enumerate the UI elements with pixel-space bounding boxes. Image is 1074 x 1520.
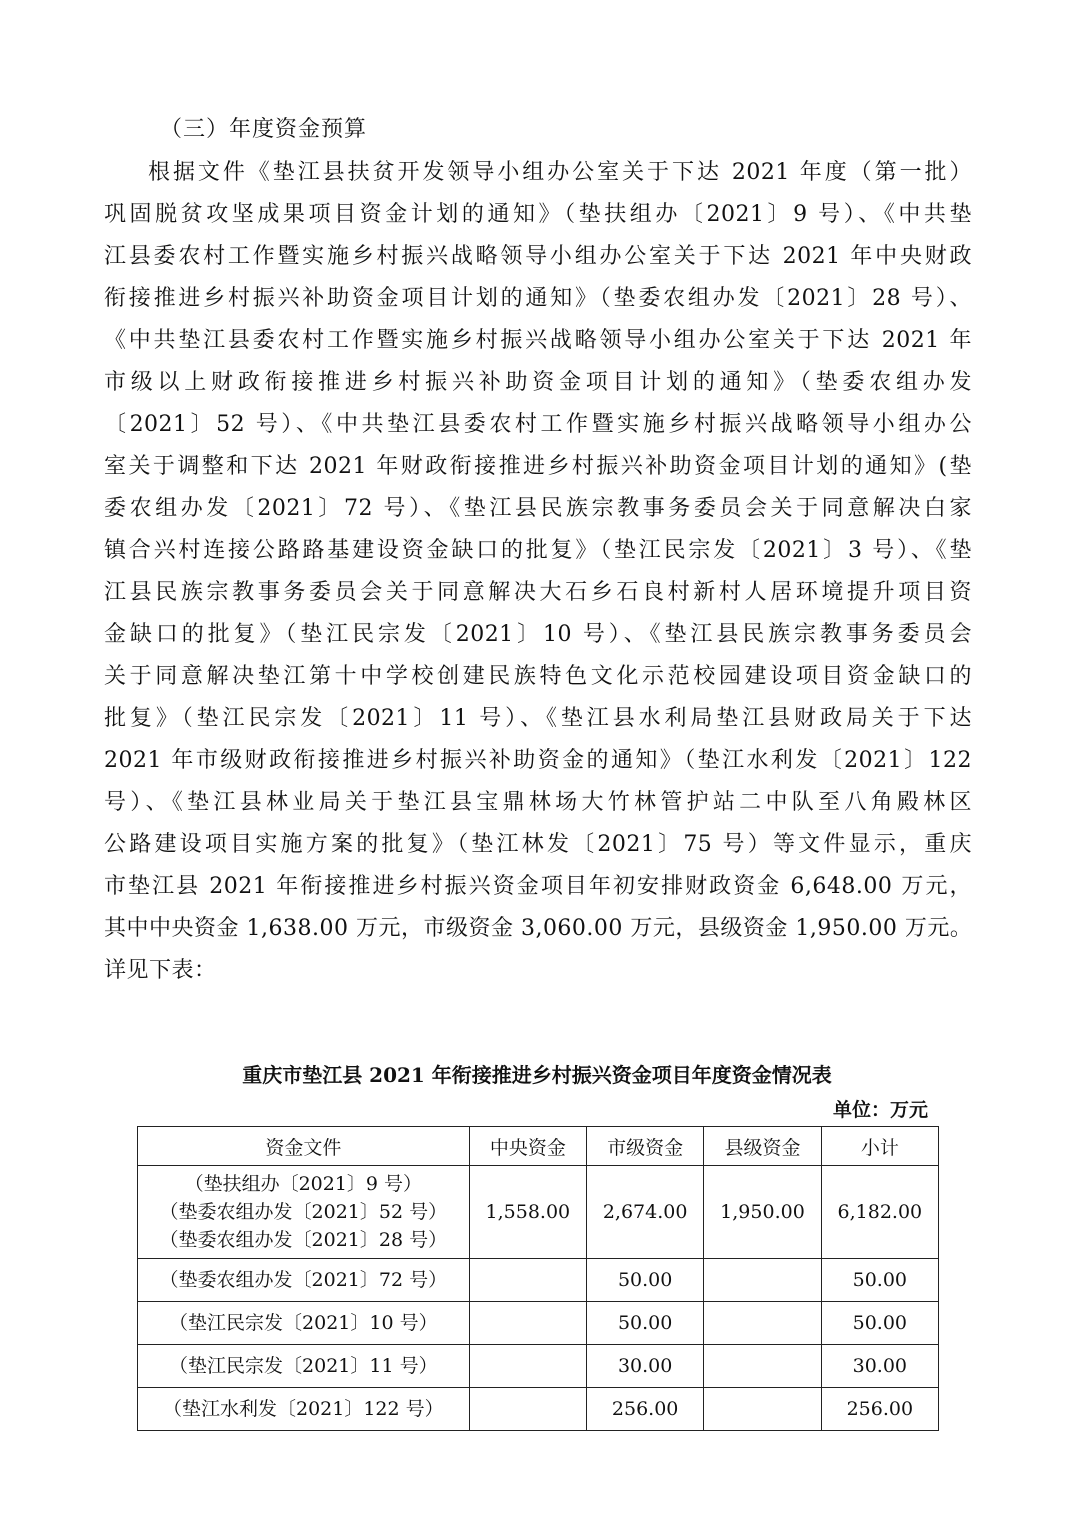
cell-central: [469, 1345, 586, 1388]
paragraph-line: 《中共垫江县委农村工作暨实施乡村振兴战略领导小组办公室关于下达 2021 年: [104, 328, 972, 353]
cell-subtotal: 30.00: [821, 1345, 938, 1388]
section-heading: （三）年度资金预算: [160, 117, 368, 142]
header-central: 中央资金: [469, 1127, 586, 1166]
cell-county: [704, 1388, 821, 1431]
cell-subtotal: 50.00: [821, 1259, 938, 1302]
table-row: [138, 1345, 939, 1388]
paragraph-line: 其中中央资金 1,638.00 万元，市级资金 3,060.00 万元，县级资金 1,950.00 万元。: [104, 916, 972, 941]
paragraph-line: 委农组办发〔2021〕72 号）、《垫江县民族宗教事务委员会关于同意解决白家: [104, 496, 972, 521]
paragraph-line: 〔2021〕52 号）、《中共垫江县委农村工作暨实施乡村振兴战略领导小组办公: [104, 412, 972, 437]
paragraph-line: 镇合兴村连接公路路基建设资金缺口的批复》（垫江民宗发〔2021〕3 号）、《垫: [104, 538, 972, 563]
cell-municipal: 256.00: [586, 1388, 703, 1431]
paragraph-line: 衔接推进乡村振兴补助资金项目计划的通知》（垫委农组办发〔2021〕28 号）、: [104, 286, 972, 311]
cell-docs: [138, 1345, 470, 1388]
doc-reference: （垫委农组办发〔2021〕72 号）: [159, 1269, 448, 1291]
paragraph-line: 关于同意解决垫江第十中学校创建民族特色文化示范校园建设项目资金缺口的: [104, 664, 972, 689]
header-county: 县级资金: [704, 1127, 821, 1166]
table-row: [138, 1259, 939, 1302]
doc-reference: （垫江民宗发〔2021〕11 号）: [169, 1355, 438, 1377]
table-unit: 单位：万元: [832, 1099, 928, 1121]
cell-county: [704, 1345, 821, 1388]
table-title: 重庆市垫江县 2021 年衔接推进乡村振兴资金项目年度资金情况表: [242, 1063, 832, 1087]
header-docs: 资金文件: [138, 1127, 470, 1166]
doc-reference: （垫江水利发〔2021〕122 号）: [162, 1398, 444, 1420]
cell-municipal: 30.00: [586, 1345, 703, 1388]
paragraph-line: 号）、《垫江县林业局关于垫江县宝鼎林场大竹林管护站二中队至八角殿林区: [104, 790, 972, 815]
cell-municipal: 2,674.00: [586, 1166, 703, 1259]
paragraph-line: 市垫江县 2021 年衔接推进乡村振兴资金项目年初安排财政资金 6,648.00 万元，: [104, 874, 972, 899]
paragraph-line: 金缺口的批复》（垫江民宗发〔2021〕10 号）、《垫江县民族宗教事务委员会: [104, 622, 972, 647]
doc-reference: （垫扶组办〔2021〕9 号）: [184, 1173, 423, 1195]
cell-subtotal: 256.00: [821, 1388, 938, 1431]
table-row: [138, 1388, 939, 1431]
cell-docs: [138, 1166, 470, 1259]
table-header-row: [138, 1127, 939, 1166]
cell-central: [469, 1302, 586, 1345]
body-paragraph: [104, 152, 972, 992]
doc-reference: （垫委农组办发〔2021〕52 号）: [159, 1201, 448, 1223]
paragraph-line: 江县委农村工作暨实施乡村振兴战略领导小组办公室关于下达 2021 年中央财政: [104, 244, 972, 269]
cell-county: [704, 1259, 821, 1302]
paragraph-line: 公路建设项目实施方案的批复》（垫江林发〔2021〕75 号）等文件显示，重庆: [104, 832, 972, 857]
paragraph-line: 详见下表：: [104, 958, 217, 983]
header-subtotal: 小计: [821, 1127, 938, 1166]
cell-subtotal: 50.00: [821, 1302, 938, 1345]
fund-table: [137, 1126, 939, 1431]
paragraph-line: 室关于调整和下达 2021 年财政衔接推进乡村振兴补助资金项目计划的通知》(垫: [104, 454, 972, 479]
cell-docs: [138, 1259, 470, 1302]
cell-subtotal: 6,182.00: [821, 1166, 938, 1259]
cell-municipal: 50.00: [586, 1259, 703, 1302]
paragraph-line: 根据文件《垫江县扶贫开发领导小组办公室关于下达 2021 年度（第一批）: [148, 160, 972, 185]
doc-reference: （垫江民宗发〔2021〕10 号）: [169, 1312, 438, 1334]
cell-central: [469, 1259, 586, 1302]
cell-central: 1,558.00: [469, 1166, 586, 1259]
cell-central: [469, 1388, 586, 1431]
table-row: [138, 1166, 939, 1259]
cell-municipal: 50.00: [586, 1302, 703, 1345]
header-municipal: 市级资金: [586, 1127, 703, 1166]
cell-docs: [138, 1388, 470, 1431]
paragraph-line: 巩固脱贫攻坚成果项目资金计划的通知》（垫扶组办〔2021〕9 号）、《中共垫: [104, 202, 972, 227]
table-row: [138, 1302, 939, 1345]
paragraph-line: 江县民族宗教事务委员会关于同意解决大石乡石良村新村人居环境提升项目资: [104, 580, 972, 605]
paragraph-line: 市级以上财政衔接推进乡村振兴补助资金项目计划的通知》（垫委农组办发: [104, 370, 972, 395]
doc-reference: （垫委农组办发〔2021〕28 号）: [159, 1229, 448, 1251]
cell-county: [704, 1302, 821, 1345]
paragraph-line: 2021 年市级财政衔接推进乡村振兴补助资金的通知》（垫江水利发〔2021〕122: [104, 748, 972, 773]
cell-docs: [138, 1302, 470, 1345]
cell-county: 1,950.00: [704, 1166, 821, 1259]
paragraph-line: 批复》（垫江民宗发〔2021〕11 号）、《垫江县水利局垫江县财政局关于下达: [104, 706, 972, 731]
